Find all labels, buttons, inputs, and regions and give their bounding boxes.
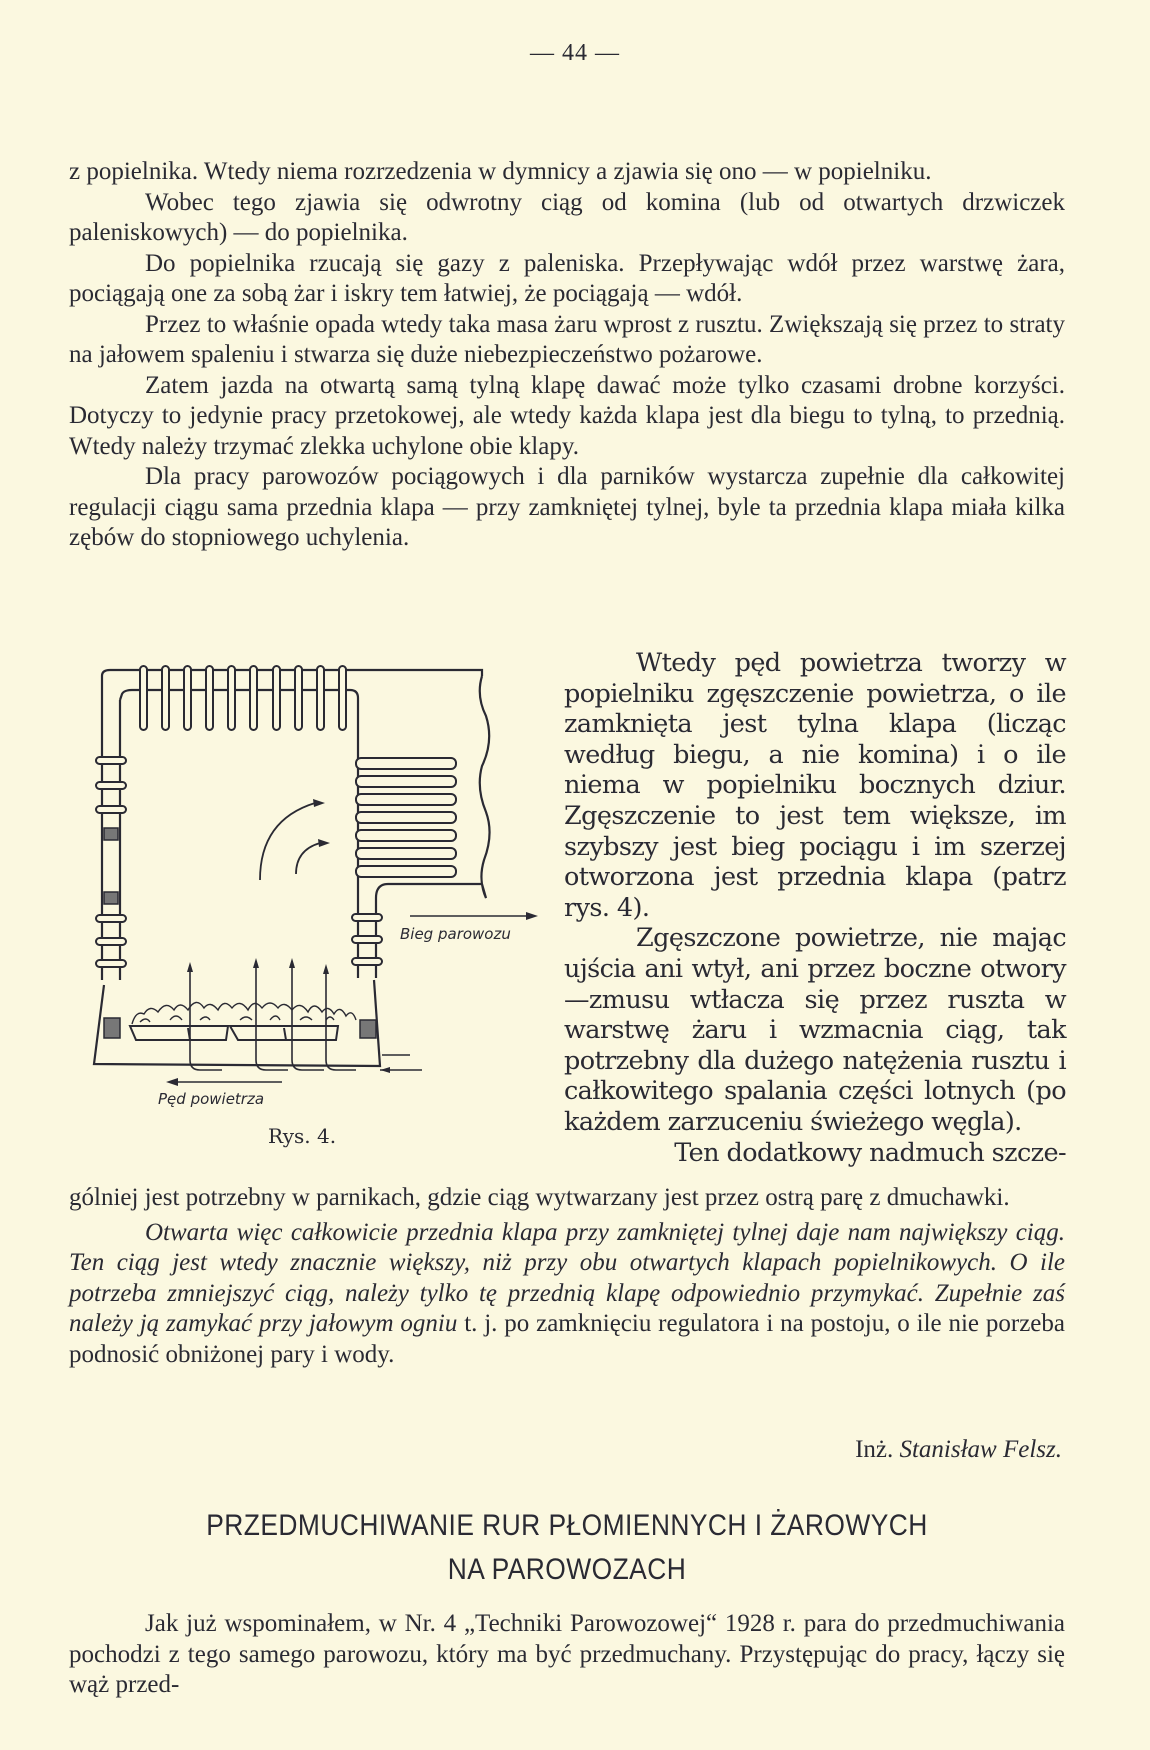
- author-title: Inż.: [855, 1436, 894, 1463]
- fire-bed: [132, 1002, 356, 1024]
- air-arrow-heads: [187, 958, 390, 1073]
- air-flow-arrows: [190, 966, 422, 1070]
- air-label: Pęd powietrza: [158, 1090, 265, 1108]
- gas-arrow-heads: [313, 799, 330, 847]
- grate: [130, 1026, 338, 1040]
- paragraph-4: Przez to właśnie opada wtedy taka masa żaru wprost z rusztu. Zwiększają się przez to straty na jałowem spaleniu i stwarza się duże niebezpieczeństwo pożarowe.: [69, 310, 1065, 368]
- paragraph-tail: t. j. po zamknięciu regulatora i na postoju, o ile nie porzeba podnosić obniżonej pary i wody.: [69, 1310, 1065, 1368]
- direction-arrow: [410, 912, 538, 920]
- author-name: Stanisław Felsz.: [899, 1436, 1062, 1463]
- article2-text-block: [69, 1609, 1065, 1701]
- paragraph-5: Zatem jazda na otwartą samą tylną klapę dawać może tylko czasami drobne korzyści. Dotyczy to jedynie pracy przetokowej, ale wtedy każda klapa jest dla biegu to tylną, to przednią. Wtedy należy trzymać zlekka uchylone obie klapy.: [69, 371, 1065, 460]
- lower-text-block: [69, 1183, 1065, 1370]
- paragraph-3: Do popielnika rzucają się gazy z paleniska. Przepływając wdół przez warstwę żara, pociągają one za sobą żar i iskry tem łatwiej, że pociągają — wdół.: [69, 249, 1065, 307]
- side-paragraph-3-start: Ten dodatkowy nadmuch szcze-: [674, 1137, 1066, 1168]
- direction-label: Bieg parowozu: [400, 925, 511, 943]
- author-signature: [855, 1436, 1062, 1464]
- fire-tubes: [356, 758, 456, 877]
- italic-emphasis: Otwarta więc całkowicie przednia klapa przy zamkniętej tylnej daje nam największy ciąg. Ten ciąg jest wtedy znacznie większy, niż przy obu otwartych klapach popielnikowych. O ile potrzeba zmniejszyć ciąg, należy tylko tę przednią klapę odpowiednio przymykać. Zupełnie zaś należy ją zamykać przy jałowym ogniu: [69, 1218, 1065, 1337]
- italic-paragraph: [69, 1218, 1065, 1371]
- paragraph-continuation: gólniej jest potrzebny w parnikach, gdzie ciąg wytwarzany jest przez ostrą parę z dmuchawki.: [69, 1184, 1010, 1211]
- paragraph-6: Dla pracy parowozów pociągowych i dla parników wystarcza zupełnie dla całkowitej regulacji ciągu sama przednia klapa — przy zamkniętej tylnej, byle ta przednia klapa miała kilka zębów do stopniowego uchylenia.: [69, 463, 1065, 551]
- article2-paragraph-1: Jak już wspominałem, w Nr. 4 „Techniki Parowozowej“ 1928 r. para do przedmuchiwania pochodzi z tego samego parowozu, który ma być przedmuchany. Przystępując do pracy, łączy się wąż przed-: [69, 1610, 1065, 1698]
- hatched-blocks: [104, 828, 376, 1038]
- paragraph-1: z popielnika. Wtedy niema rozrzedzenia w dymnicy a zjawia się ono — w popielniku.: [69, 158, 932, 185]
- page-number: — 44 —: [530, 40, 620, 66]
- side-text-column: [564, 648, 1066, 1168]
- firebox-outer-top: [102, 670, 482, 684]
- firebox-diagram: [80, 660, 560, 1120]
- break-line: [480, 676, 490, 898]
- ash-pan: [94, 980, 380, 1066]
- figure-caption: Rys. 4.: [268, 1124, 337, 1148]
- article-heading-line-2: NA PAROWOZACH: [447, 1553, 687, 1586]
- gas-flow-arrows: [260, 803, 320, 880]
- side-stays-left: [96, 757, 126, 967]
- side-paragraph-2: Zgęszczone powietrze, nie mając ujścia ani wtył, ani przez boczne otwory—zmusu wtłacza się przez ruszta w warstwę żaru i wzmacnia ciąg, tak potrzebny dla dużego natężenia rusztu i całkowitego spalania części lotnych (po każdem zarzuceniu świeżego węgla).: [564, 923, 1066, 1137]
- paragraph-2: Wobec tego zjawia się odwrotny ciąg od komina (lub od otwartych drzwiczek paleniskowych) — do popielnika.: [69, 188, 1065, 246]
- air-direction-arrow: [166, 1078, 282, 1086]
- upper-text-block: [69, 157, 1065, 554]
- crown-stays: [140, 666, 346, 730]
- article-heading-line-1: PRZEDMUCHIWANIE RUR PŁOMIENNYCH I ŻAROWYCH: [206, 1509, 928, 1542]
- side-paragraph-1: Wtedy pęd powietrza tworzy w popielniku zgęszczenie powietrza, o ile zamknięta jest tylna klapa (licząc według biegu, a nie komina) i o ile niema w popielniku bocznych dziur. Zgęszczenie to jest tem większe, im szybszy jest bieg pociągu i im szerzej otworzona jest przednia klapa (patrz rys. 4).: [564, 648, 1066, 923]
- side-stays-right: [352, 914, 382, 965]
